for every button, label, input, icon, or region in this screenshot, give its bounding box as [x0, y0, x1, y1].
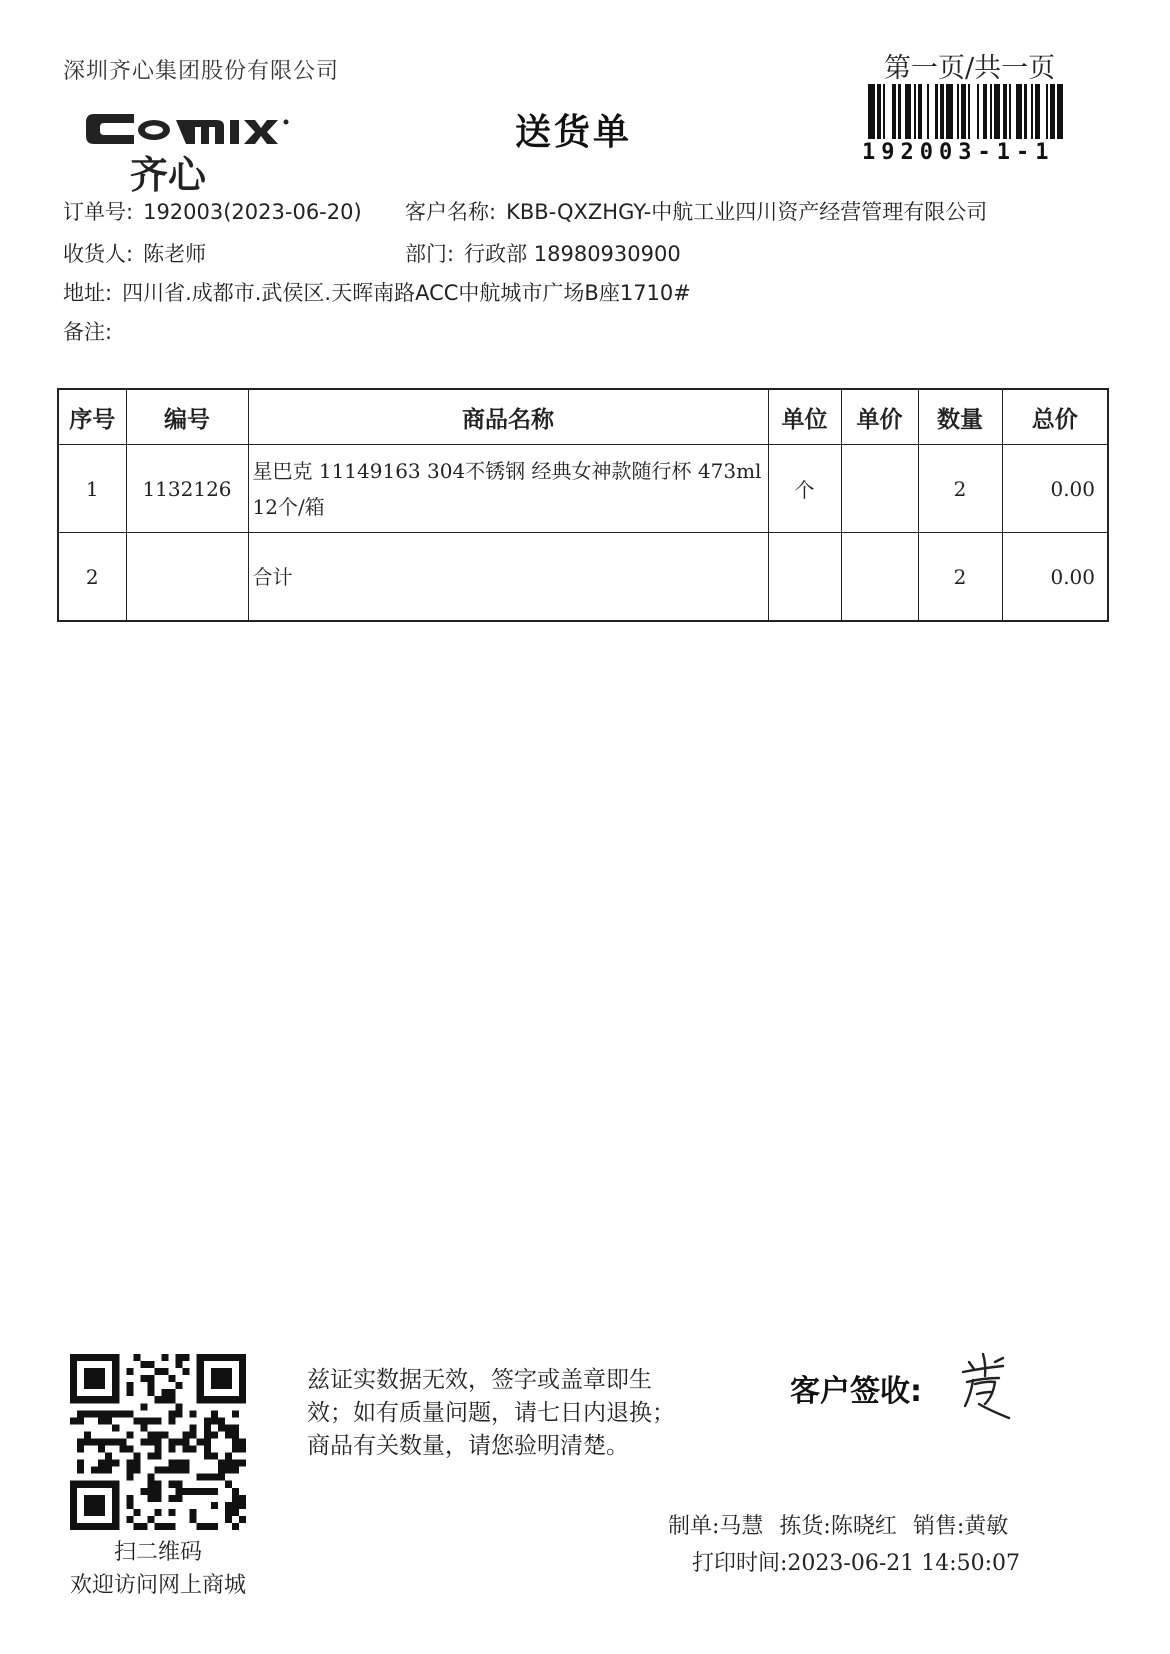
row-unit: 个: [768, 445, 841, 533]
handwritten-signature: [955, 1350, 1025, 1420]
barcode-number: 192003-1-1: [862, 140, 1055, 165]
table-row: [58, 445, 1108, 533]
table-header-row: [58, 389, 1108, 445]
row-seq: 1: [58, 445, 126, 533]
logo-chinese-text: 齐心: [130, 153, 207, 197]
qr-caption-line1: 扫二维码: [113, 1540, 202, 1565]
document-title: 送货单: [515, 112, 633, 153]
order-number-value: 192003(2023-06-20): [143, 200, 362, 224]
company-name: 深圳齐心集团股份有限公司: [63, 59, 340, 84]
row-total: 0.00: [1002, 533, 1108, 622]
comix-logo: [86, 108, 306, 198]
remark-row: [63, 316, 122, 346]
customer-value: KBB-QXZHGY-中航工业四川资产经营管理有限公司: [506, 200, 988, 224]
row-code: [126, 533, 248, 622]
row-code: 1132126: [126, 445, 248, 533]
header-product-name: 商品名称: [248, 389, 768, 445]
notice-text: 兹证实数据无效，签字或盖章即生效；如有质量问题，请七日内退换；商品有关数量，请您验明清楚。: [307, 1367, 675, 1459]
maker: 制单:马慧: [668, 1514, 764, 1539]
row-unit-price: [841, 445, 918, 533]
qr-caption-line2: 欢迎访问网上商城: [69, 1573, 246, 1598]
staff-info: [668, 1509, 1008, 1540]
page-info: 第一页/共一页: [884, 53, 1056, 84]
row-quantity: 2: [918, 533, 1002, 622]
row-quantity: 2: [918, 445, 1002, 533]
customer-label: 客户名称:: [405, 200, 497, 224]
order-number-row: [63, 196, 362, 226]
order-number-label: 订单号:: [63, 200, 134, 224]
row-unit-price: [841, 533, 918, 622]
row-total: 0.00: [1002, 445, 1108, 533]
department-label: 部门:: [405, 242, 455, 266]
qr-code: [70, 1354, 246, 1530]
address-row: [63, 277, 691, 307]
row-product-name: 星巴克 11149163 304不锈钢 经典女神款随行杯 473ml 12个/箱: [248, 445, 768, 533]
header-seq: 序号: [58, 389, 126, 445]
department-value: 行政部 18980930900: [464, 242, 681, 266]
row-product-name: 合计: [248, 533, 768, 622]
department-row: [405, 238, 681, 268]
items-table: [57, 388, 1109, 622]
barcode-image: [868, 84, 1066, 139]
header-unit-price: 单价: [841, 389, 918, 445]
header-code: 编号: [126, 389, 248, 445]
customer-row: [405, 196, 987, 226]
table-row-summary: [58, 533, 1108, 622]
remark-label: 备注:: [63, 320, 113, 344]
receiver-value: 陈老师: [143, 242, 207, 266]
address-label: 地址:: [63, 281, 113, 305]
customer-sign-label: 客户签收:: [790, 1374, 922, 1409]
receiver-label: 收货人:: [63, 242, 134, 266]
row-unit: [768, 533, 841, 622]
print-time: 打印时间:2023-06-21 14:50:07: [692, 1551, 1021, 1576]
header-total: 总价: [1002, 389, 1108, 445]
picker: 拣货:陈晓红: [779, 1514, 897, 1539]
qr-caption: [58, 1536, 258, 1602]
header-unit: 单位: [768, 389, 841, 445]
row-seq: 2: [58, 533, 126, 622]
header-quantity: 数量: [918, 389, 1002, 445]
sales: 销售:黄敏: [912, 1514, 1009, 1539]
receiver-row: [63, 238, 206, 268]
address-value: 四川省.成都市.武侯区.天晖南路ACC中航城市广场B座1710#: [122, 281, 691, 305]
